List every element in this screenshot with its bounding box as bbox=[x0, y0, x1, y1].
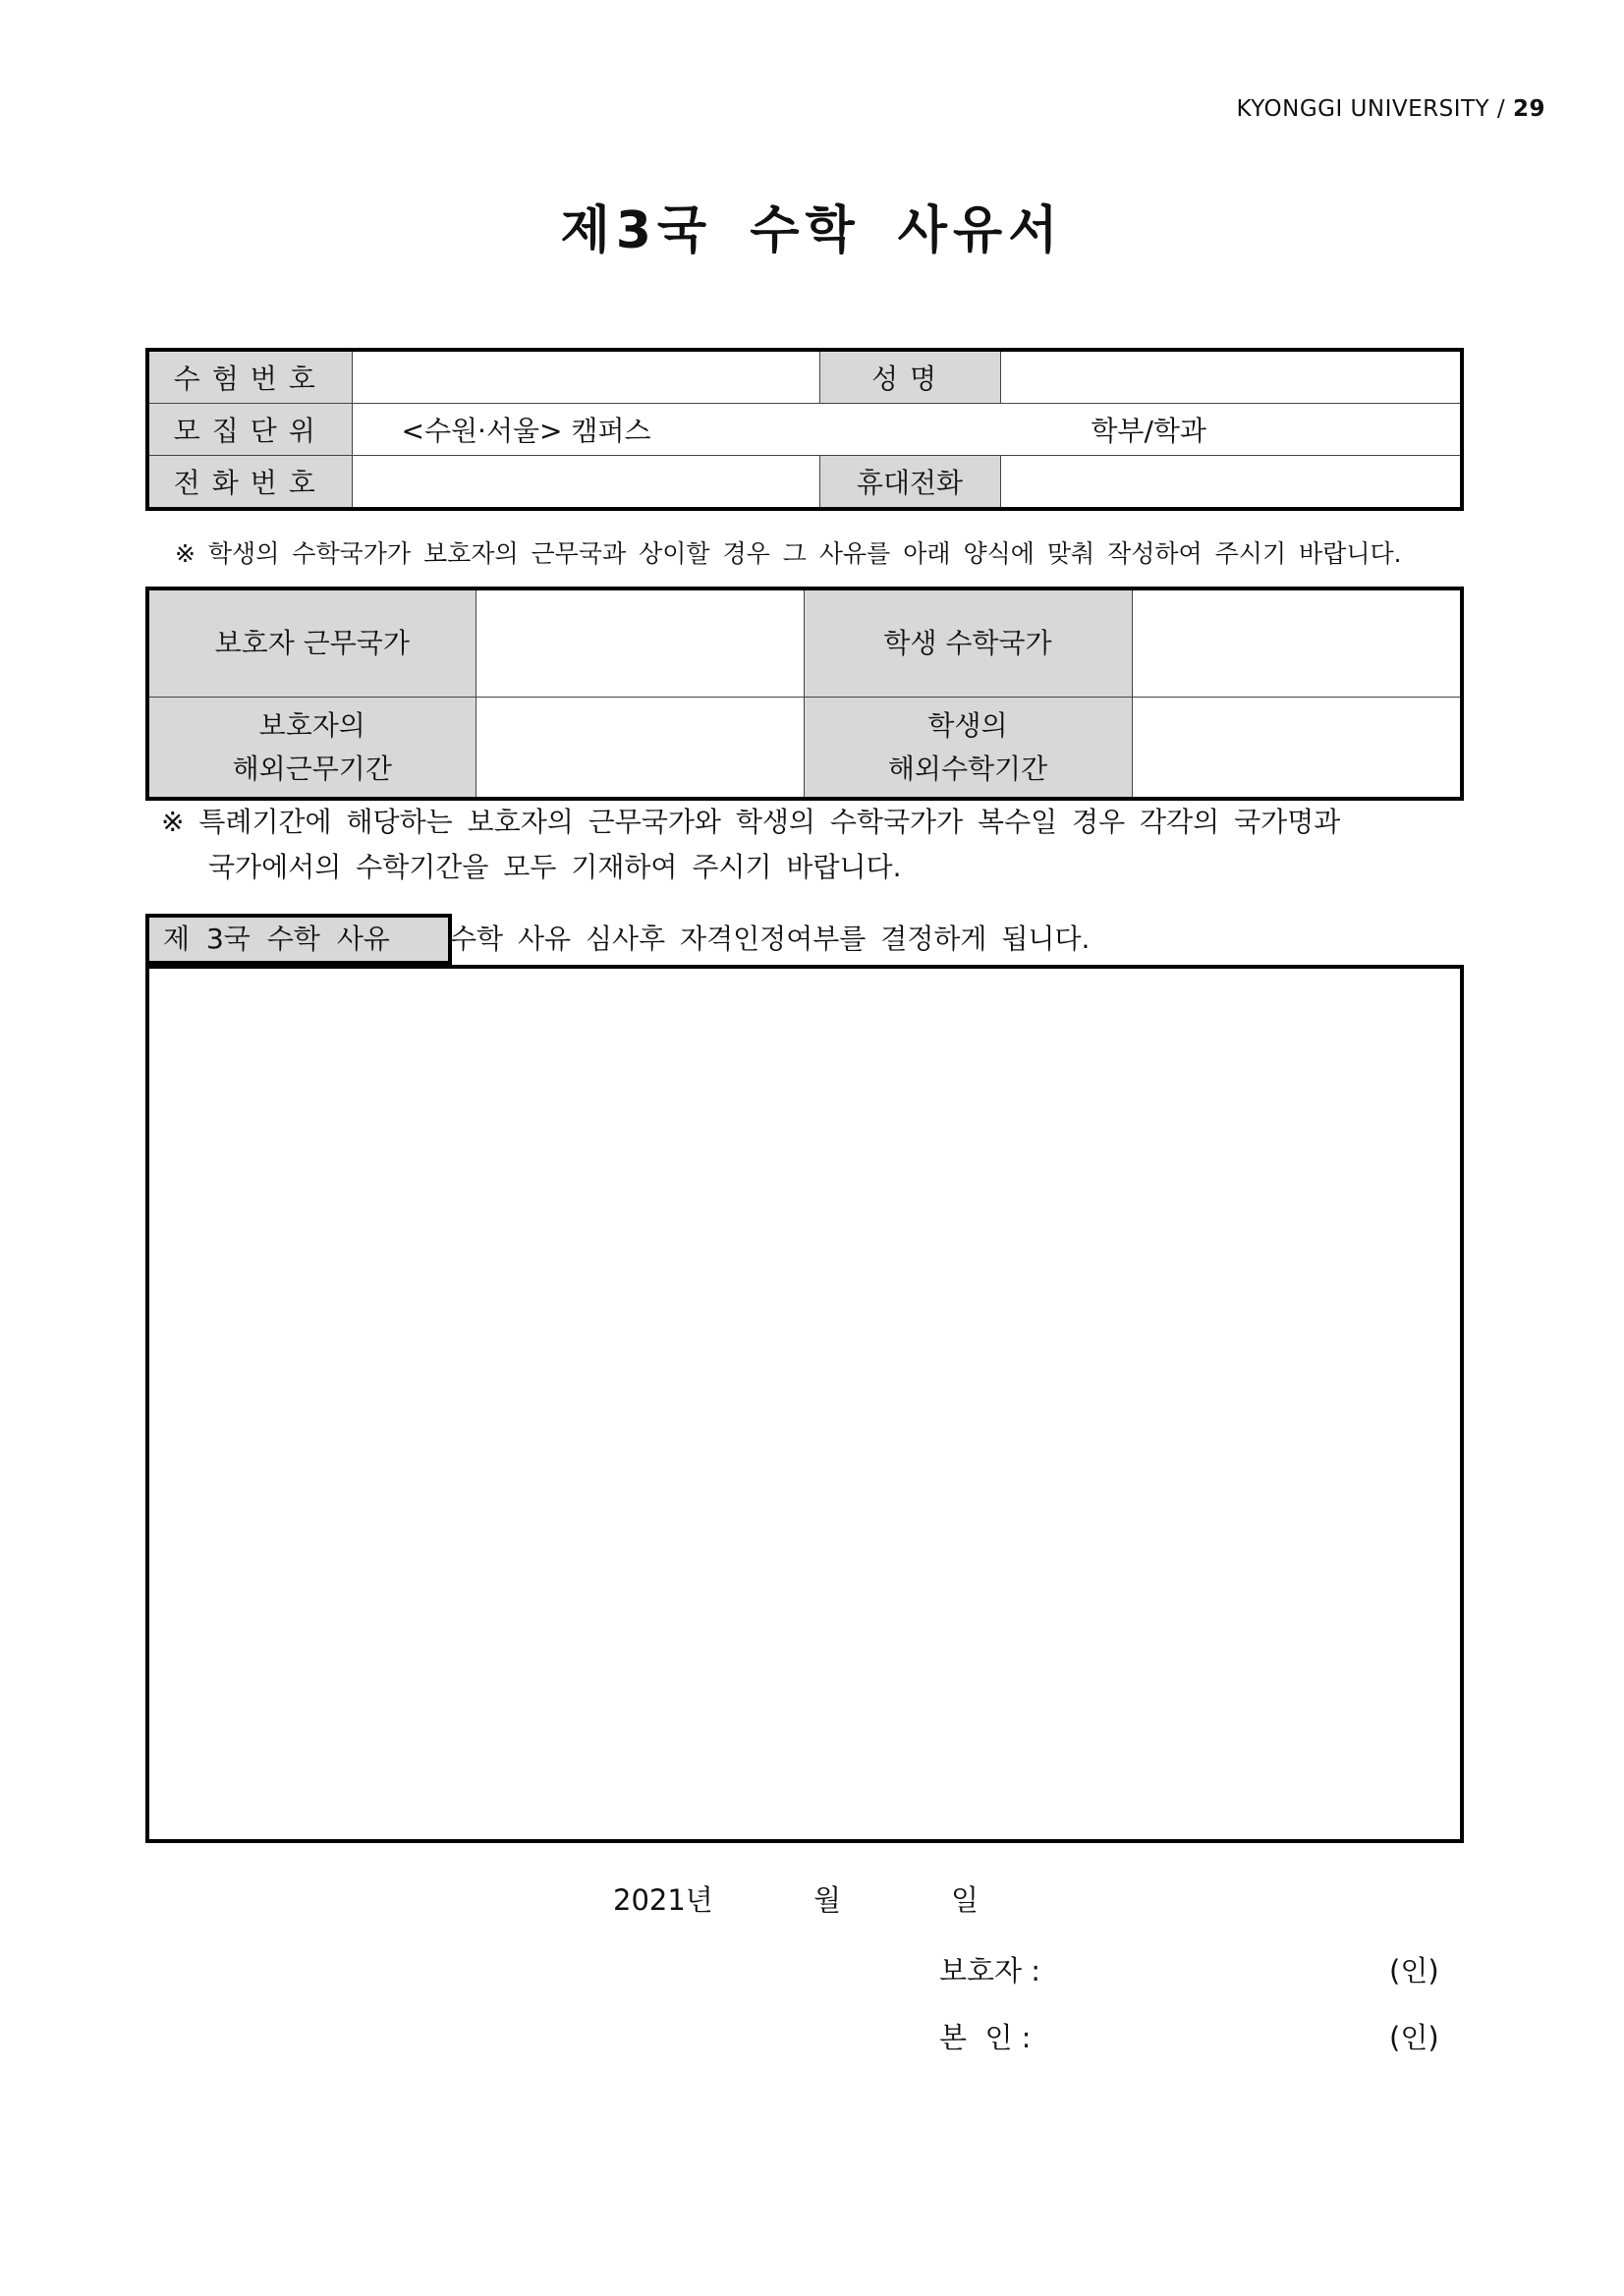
name-field[interactable] bbox=[1000, 350, 1462, 404]
student-country-field[interactable] bbox=[1132, 588, 1462, 698]
page-number: 29 bbox=[1512, 96, 1545, 122]
recruit-unit-label: 모집단위 bbox=[147, 404, 352, 456]
campus-text: <수원·서울> 캠퍼스 bbox=[401, 415, 651, 447]
document-title: 제3국 수학 사유서 bbox=[560, 201, 1064, 260]
country-info-table bbox=[145, 587, 1464, 801]
reason-textarea[interactable] bbox=[145, 965, 1464, 1843]
department-text: 학부/학과 bbox=[1091, 415, 1206, 447]
guardian-period-field[interactable] bbox=[476, 698, 804, 800]
university-name: KYONGGI UNIVERSITY bbox=[1236, 96, 1490, 122]
student-period-label bbox=[804, 698, 1132, 800]
applicant-info-table bbox=[145, 348, 1464, 511]
guardian-country-field[interactable] bbox=[476, 588, 804, 698]
phone-label: 전화번호 bbox=[147, 456, 352, 510]
guardian-period-label-line1: 보호자의 bbox=[258, 708, 365, 742]
date-month: 월 bbox=[813, 1883, 842, 1917]
exam-number-label: 수험번호 bbox=[147, 350, 352, 404]
student-period-label-line1: 학생의 bbox=[927, 708, 1008, 742]
reason-note: 수학 사유 심사후 자격인정여부를 결정하게 됩니다. bbox=[450, 923, 1091, 955]
date-year: 2021년 bbox=[613, 1883, 713, 1917]
note-line1: ※ 특례기간에 해당하는 보호자의 근무국가와 학생의 수학국가가 복수일 경우 각각의 국가명과 bbox=[161, 806, 1341, 838]
student-period-field[interactable] bbox=[1132, 698, 1462, 800]
student-period-label-line2: 해외수학기간 bbox=[887, 752, 1048, 785]
guardian-period-label bbox=[147, 698, 476, 800]
mobile-field[interactable] bbox=[1000, 456, 1462, 510]
date-day: 일 bbox=[951, 1883, 980, 1917]
self-seal: (인) bbox=[1389, 2021, 1439, 2054]
name-label: 성명 bbox=[819, 350, 1000, 404]
instruction-note: ※ 학생의 수학국가가 보호자의 근무국과 상이할 경우 그 사유를 아래 양식에 맞춰 작성하여 주시기 바랍니다. bbox=[175, 539, 1402, 568]
mobile-label: 휴대전화 bbox=[819, 456, 1000, 510]
guardian-country-label: 보호자 근무국가 bbox=[147, 588, 476, 698]
self-signature-label: 본 인 : bbox=[939, 2021, 1032, 2054]
guardian-signature-label: 보호자 : bbox=[939, 1954, 1041, 1988]
multiple-country-note bbox=[161, 800, 1340, 890]
phone-field[interactable] bbox=[352, 456, 819, 510]
reason-label: 제 3국 수학 사유 bbox=[145, 914, 452, 965]
header-separator: / bbox=[1496, 96, 1506, 122]
exam-number-field[interactable] bbox=[352, 350, 819, 404]
guardian-seal: (인) bbox=[1389, 1954, 1439, 1988]
note-line2: 국가에서의 수학기간을 모두 기재하여 주시기 바랍니다. bbox=[208, 851, 902, 883]
page-header bbox=[1236, 96, 1545, 122]
recruit-unit-field[interactable] bbox=[352, 404, 1462, 456]
guardian-period-label-line2: 해외근무기간 bbox=[232, 752, 392, 785]
student-country-label: 학생 수학국가 bbox=[804, 588, 1132, 698]
